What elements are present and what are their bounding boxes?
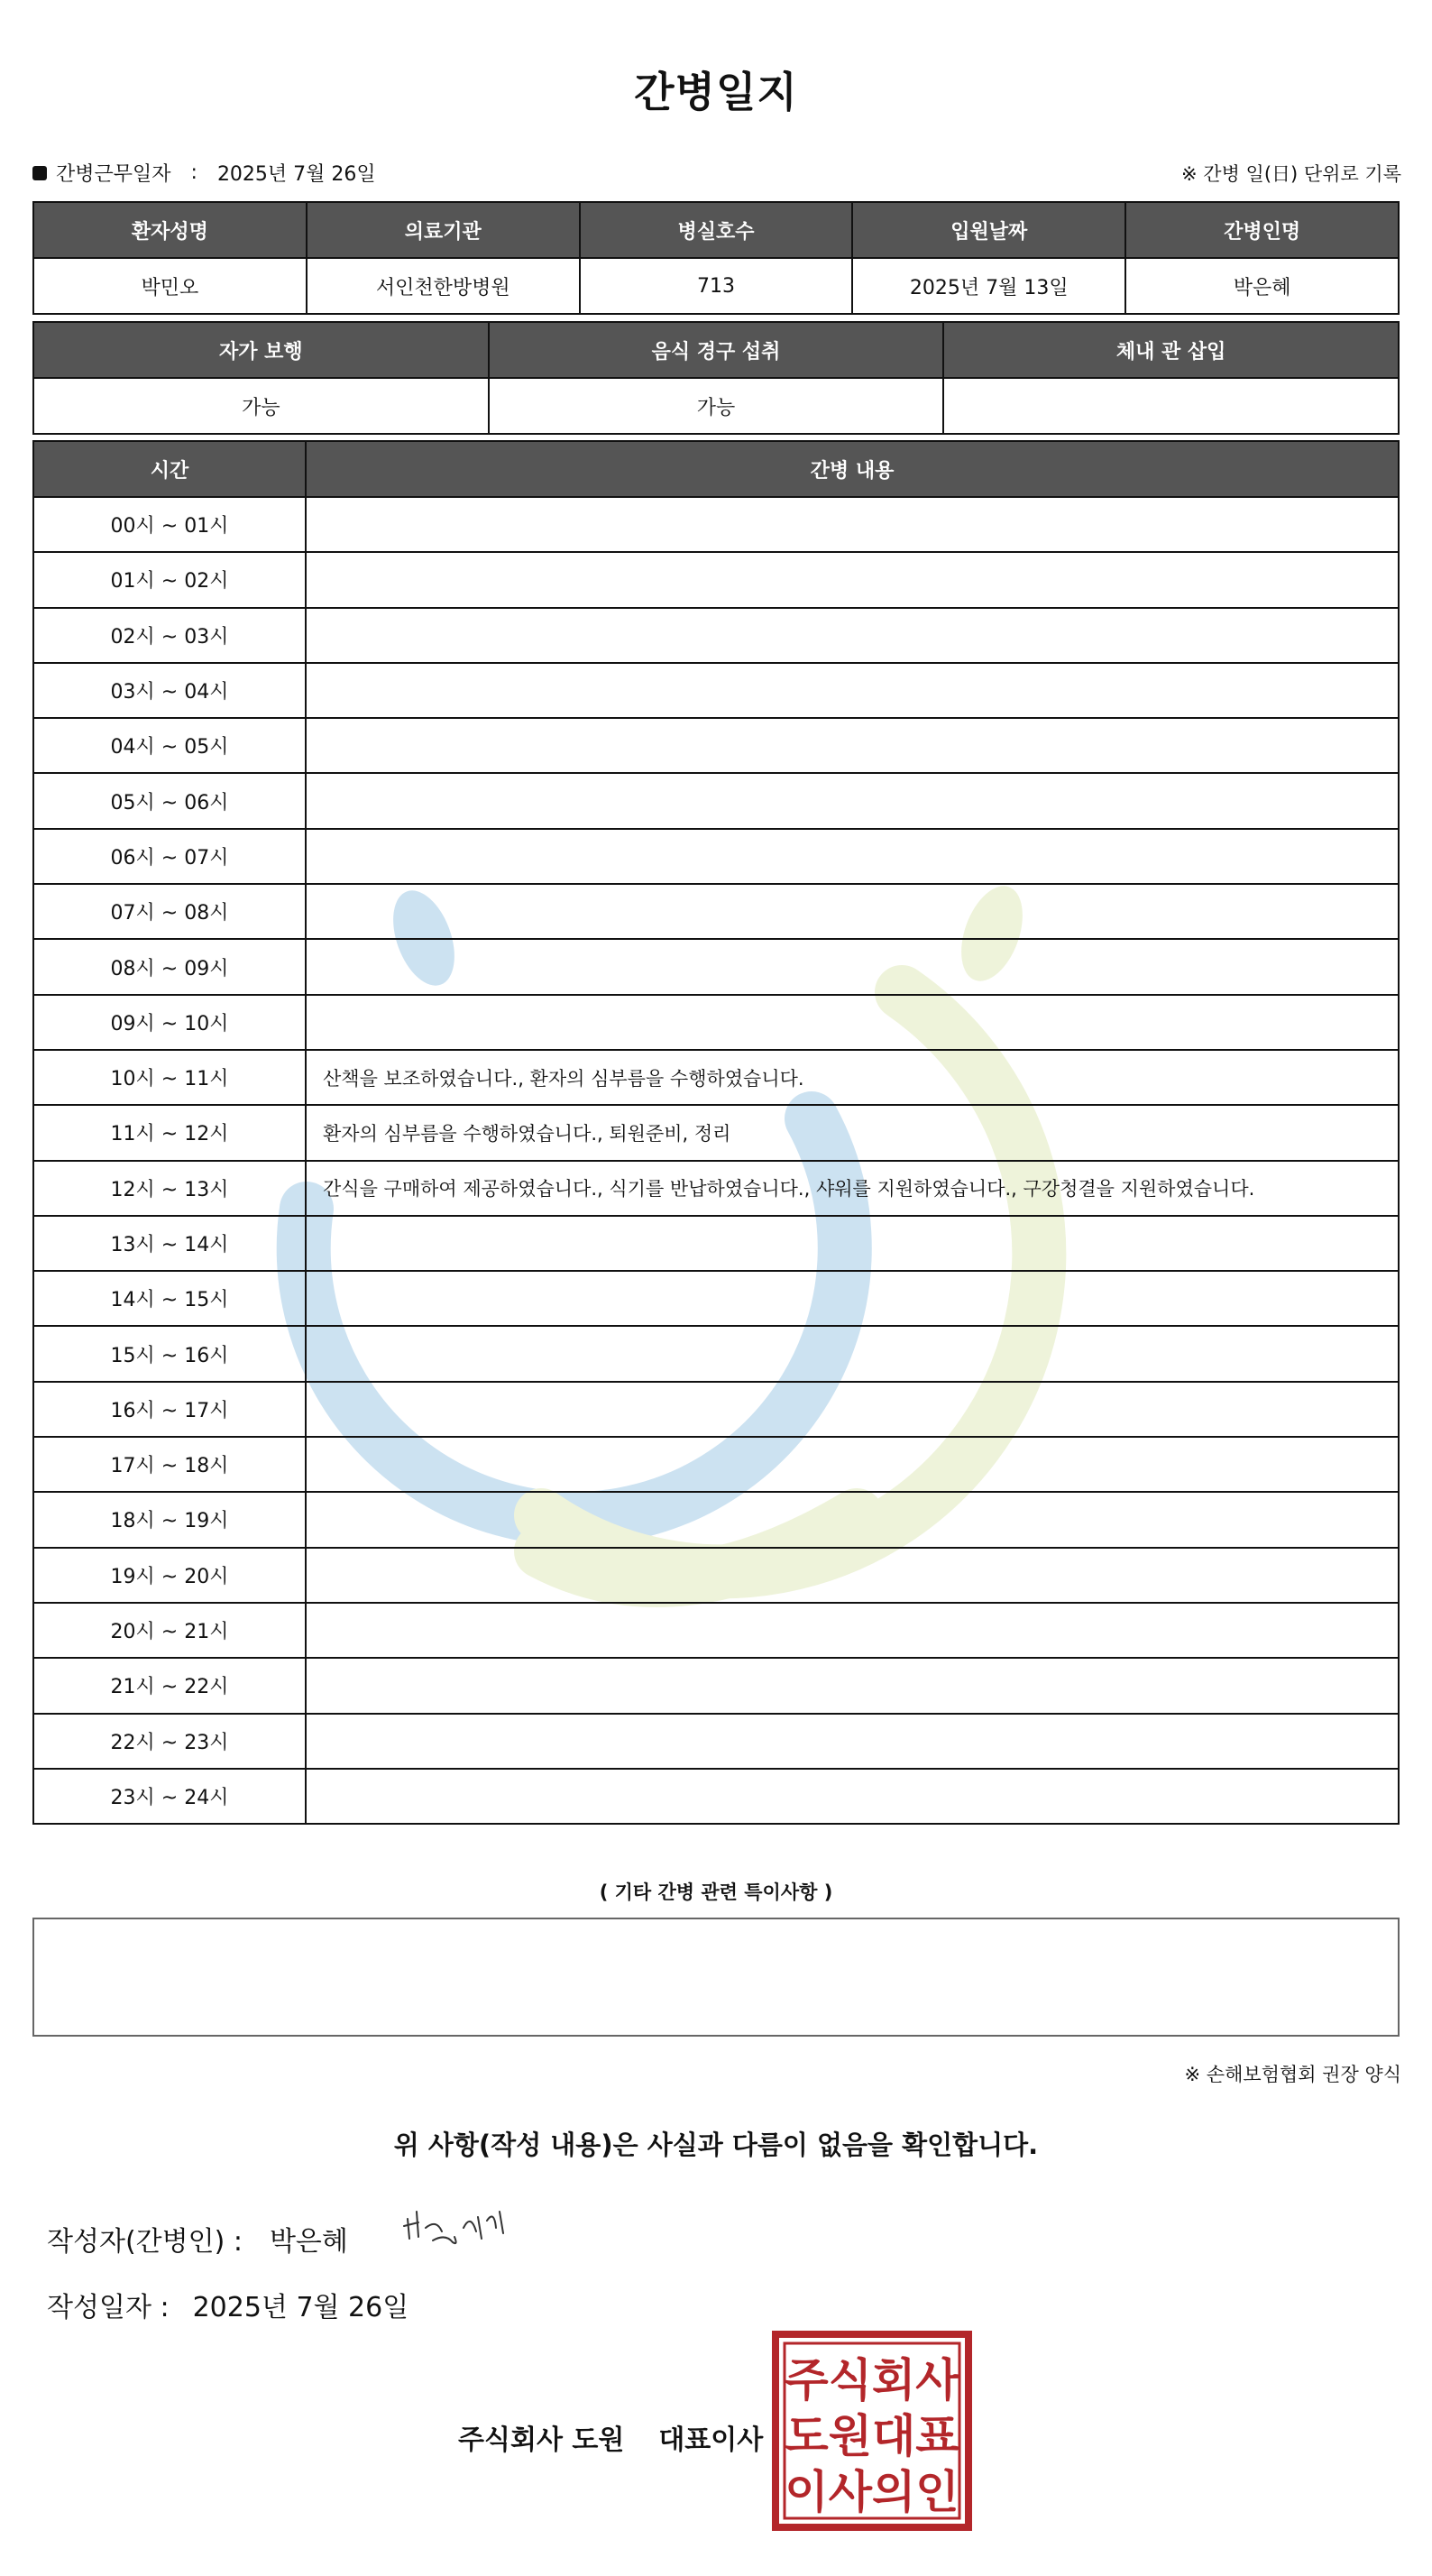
hospital-value: 서인천한방병원 (307, 258, 580, 314)
log-time: 19시 ~ 20시 (33, 1548, 306, 1603)
log-time: 21시 ~ 22시 (33, 1658, 306, 1713)
log-row (33, 1603, 1399, 1658)
log-time: 18시 ~ 19시 (33, 1492, 306, 1547)
log-content (306, 663, 1399, 718)
log-row (33, 773, 1399, 828)
room-value: 713 (580, 258, 853, 314)
bullet-square-icon (32, 166, 47, 180)
log-content (306, 995, 1399, 1050)
log-time: 00시 ~ 01시 (33, 497, 306, 552)
log-row (33, 663, 1399, 718)
log-time: 06시 ~ 07시 (33, 829, 306, 884)
writer-line (47, 2219, 348, 2259)
work-date-label: 간병근무일자 (56, 163, 171, 186)
log-content: 환자의 심부름을 수행하였습니다., 퇴원준비, 정리 (306, 1105, 1399, 1160)
log-content (306, 1437, 1399, 1492)
log-content (306, 1603, 1399, 1658)
log-content (306, 1382, 1399, 1437)
log-time: 23시 ~ 24시 (33, 1769, 306, 1824)
log-time: 10시 ~ 11시 (33, 1050, 306, 1105)
header-tube-insertion: 체내 관 삽입 (943, 322, 1399, 378)
tube-insertion-value (943, 378, 1399, 434)
log-time: 20시 ~ 21시 (33, 1603, 306, 1658)
log-content (306, 1548, 1399, 1603)
log-content (306, 1714, 1399, 1769)
log-row (33, 1382, 1399, 1437)
svg-text:도원대표: 도원대표 (785, 2410, 959, 2462)
log-time: 07시 ~ 08시 (33, 884, 306, 939)
header-time: 시간 (33, 441, 306, 497)
log-time: 05시 ~ 06시 (33, 773, 306, 828)
log-time: 09시 ~ 10시 (33, 995, 306, 1050)
company-seal (770, 2329, 974, 2533)
log-time: 08시 ~ 09시 (33, 939, 306, 994)
log-row (33, 1769, 1399, 1824)
log-row (33, 1105, 1399, 1160)
header-patient-name: 환자성명 (33, 202, 307, 258)
header-admission-date: 입원날짜 (852, 202, 1125, 258)
remarks-box (32, 1918, 1400, 2037)
log-time: 12시 ~ 13시 (33, 1161, 306, 1216)
remarks-title: ( 기타 간병 관련 특이사항 ) (599, 1881, 833, 1903)
log-time: 14시 ~ 15시 (33, 1271, 306, 1326)
written-date-line (47, 2285, 408, 2324)
log-content (306, 718, 1399, 773)
log-content (306, 1658, 1399, 1713)
log-content (306, 497, 1399, 552)
work-date-value: 2025년 7월 26일 (216, 163, 376, 186)
log-row (33, 1216, 1399, 1271)
log-row (33, 1437, 1399, 1492)
log-row (33, 1161, 1399, 1216)
header-caregiver: 간병인명 (1125, 202, 1399, 258)
written-date-value: 2025년 7월 26일 (192, 2292, 409, 2323)
log-content (306, 552, 1399, 607)
patient-status-table (32, 321, 1400, 435)
walking-value: 가능 (33, 378, 489, 434)
log-row (33, 939, 1399, 994)
log-row (33, 497, 1399, 552)
handwritten-signature (400, 2201, 518, 2255)
log-content (306, 608, 1399, 663)
oral-intake-value: 가능 (489, 378, 944, 434)
log-row (33, 995, 1399, 1050)
log-content (306, 884, 1399, 939)
admission-date-value: 2025년 7월 13일 (852, 258, 1125, 314)
log-content (306, 1216, 1399, 1271)
patient-info-table (32, 201, 1400, 315)
log-row (33, 1714, 1399, 1769)
work-date-colon: : (190, 161, 197, 184)
log-content (306, 1271, 1399, 1326)
log-row (33, 884, 1399, 939)
log-row (33, 1326, 1399, 1381)
log-content: 간식을 구매하여 제공하였습니다., 식기를 반납하였습니다., 샤워를 지원하였습니다., 구강청결을 지원하였습니다. (306, 1161, 1399, 1216)
log-content (306, 939, 1399, 994)
log-row (33, 829, 1399, 884)
log-time: 17시 ~ 18시 (33, 1437, 306, 1492)
log-row (33, 1271, 1399, 1326)
company-name: 주식회사 도원 (458, 2424, 625, 2456)
svg-text:이사의인: 이사의인 (785, 2466, 959, 2518)
ceo-title: 대표이사 (658, 2424, 764, 2456)
svg-text:주식회사: 주식회사 (785, 2354, 959, 2406)
log-row (33, 552, 1399, 607)
log-content (306, 1769, 1399, 1824)
log-content (306, 773, 1399, 828)
writer-name: 박은혜 (269, 2226, 348, 2258)
log-row (33, 718, 1399, 773)
writer-label: 작성자(간병인) : (47, 2226, 243, 2258)
log-time: 22시 ~ 23시 (33, 1714, 306, 1769)
form-source-note: ※ 손해보험협회 권장 양식 (1184, 2064, 1401, 2085)
log-time: 16시 ~ 17시 (33, 1382, 306, 1437)
log-row (33, 1548, 1399, 1603)
written-date-label: 작성일자 : (47, 2292, 170, 2323)
log-row (33, 608, 1399, 663)
caregiver-value: 박은혜 (1125, 258, 1399, 314)
log-time: 15시 ~ 16시 (33, 1326, 306, 1381)
header-hospital: 의료기관 (307, 202, 580, 258)
record-unit-note: ※ 간병 일(日) 단위로 기록 (1181, 163, 1401, 185)
header-walking: 자가 보행 (33, 322, 489, 378)
work-date (32, 159, 376, 187)
log-time: 02시 ~ 03시 (33, 608, 306, 663)
care-log-table (32, 440, 1400, 1825)
log-time: 13시 ~ 14시 (33, 1216, 306, 1271)
page-title: 간병일지 (634, 68, 798, 116)
log-content (306, 1326, 1399, 1381)
company-line (458, 2417, 763, 2457)
confirmation-statement: 위 사항(작성 내용)은 사실과 다름이 없음을 확인합니다. (393, 2130, 1039, 2160)
log-row (33, 1492, 1399, 1547)
header-room: 병실호수 (580, 202, 853, 258)
log-content (306, 1492, 1399, 1547)
header-oral-intake: 음식 경구 섭취 (489, 322, 944, 378)
patient-name-value: 박민오 (33, 258, 307, 314)
log-time: 04시 ~ 05시 (33, 718, 306, 773)
log-time: 11시 ~ 12시 (33, 1105, 306, 1160)
log-row (33, 1050, 1399, 1105)
header-care-content: 간병 내용 (306, 441, 1399, 497)
log-content: 산책을 보조하였습니다., 환자의 심부름을 수행하였습니다. (306, 1050, 1399, 1105)
log-row (33, 1658, 1399, 1713)
log-content (306, 829, 1399, 884)
log-time: 03시 ~ 04시 (33, 663, 306, 718)
log-time: 01시 ~ 02시 (33, 552, 306, 607)
